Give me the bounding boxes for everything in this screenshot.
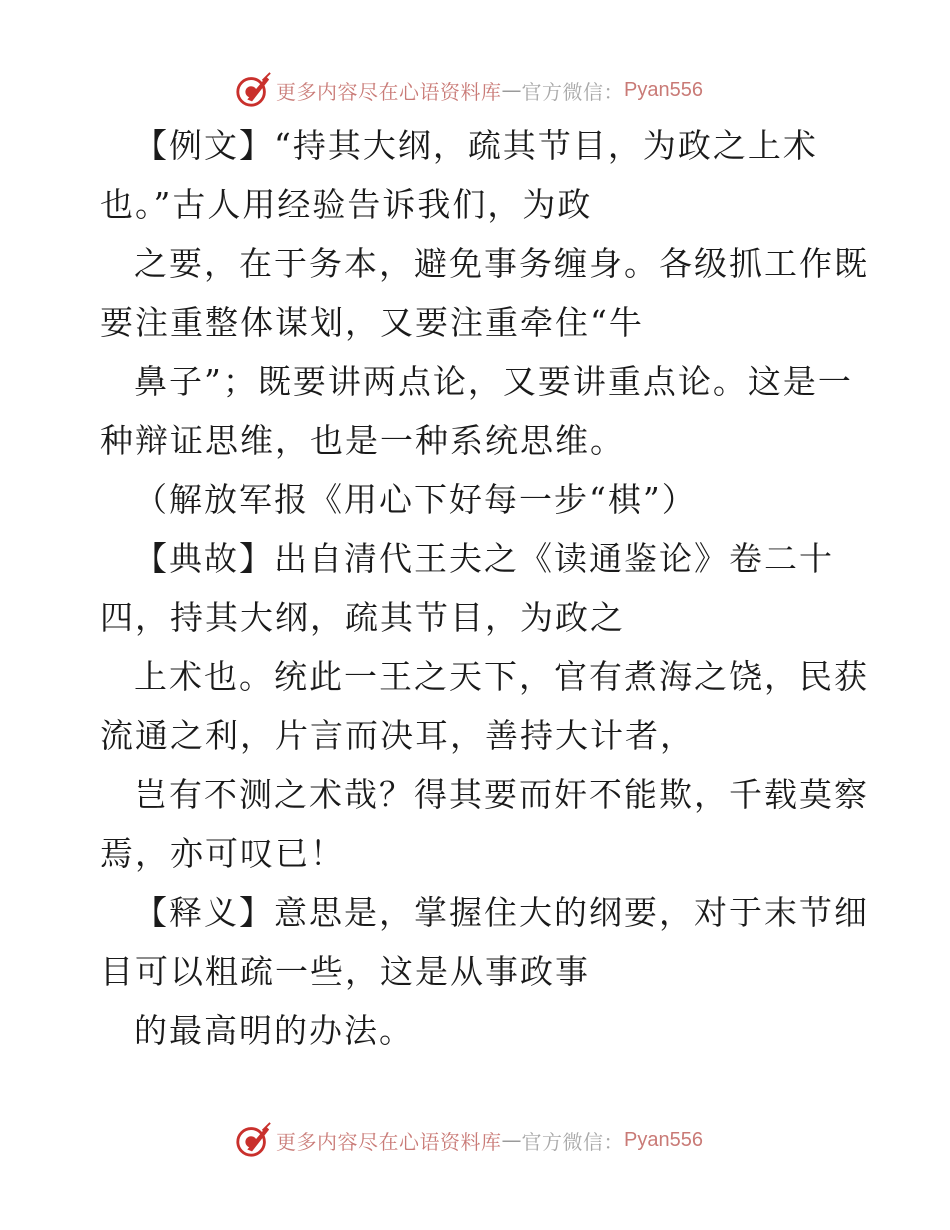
quill-logo-icon — [234, 71, 272, 109]
body-line: 上术也。统此一王之天下，官有煮海之饶，民获 — [134, 657, 869, 696]
body-line: （解放军报《用心下好每一步“棋”） — [134, 480, 697, 519]
body-line: 要注重整体谋划，又要注重牵住“牛 — [100, 303, 644, 342]
header-wechat-label: 官方微信： — [521, 79, 624, 104]
body-line: 【典故】出自清代王夫之《读通鉴论》卷二十 — [134, 539, 834, 578]
body-line: 也。”古人用经验告诉我们，为政 — [100, 185, 593, 224]
body-line: 之要，在于务本，避免事务缠身。各级抓工作既 — [134, 244, 869, 283]
footer-wechat-id: Pyan556 — [624, 1128, 703, 1151]
quill-logo-icon — [234, 1121, 272, 1159]
header-main-text: 更多内容尽在心语资料库 — [276, 79, 502, 104]
body-line: 四，持其大纲，疏其节目，为政之 — [100, 598, 625, 637]
body-line: 目可以粗疏一些，这是从事政事 — [100, 952, 590, 991]
body-line: 种辩证思维，也是一种系统思维。 — [100, 421, 625, 460]
body-line: 流通之利，片言而决耳，善持大计者， — [100, 716, 695, 755]
footer-separator: — — [501, 1128, 522, 1152]
body-line: 鼻子”；既要讲两点论，又要讲重点论。这是一 — [134, 362, 853, 401]
body-line: 的最高明的办法。 — [134, 1011, 414, 1050]
footer-wechat-label: 官方微信： — [521, 1129, 624, 1154]
body-line: 【例文】“持其大纲，疏其节目，为政之上术 — [134, 126, 818, 165]
header-wechat-id: Pyan556 — [624, 78, 703, 101]
footer-watermark — [234, 1120, 703, 1160]
header-watermark — [234, 70, 703, 110]
body-line: 岂有不测之术哉？得其要而奸不能欺，千载莫察 — [134, 775, 869, 814]
header-separator: — — [501, 78, 522, 102]
body-line: 焉，亦可叹已！ — [100, 834, 345, 873]
body-line: 【释义】意思是，掌握住大的纲要，对于末节细 — [134, 893, 869, 932]
footer-main-text: 更多内容尽在心语资料库 — [276, 1129, 502, 1154]
